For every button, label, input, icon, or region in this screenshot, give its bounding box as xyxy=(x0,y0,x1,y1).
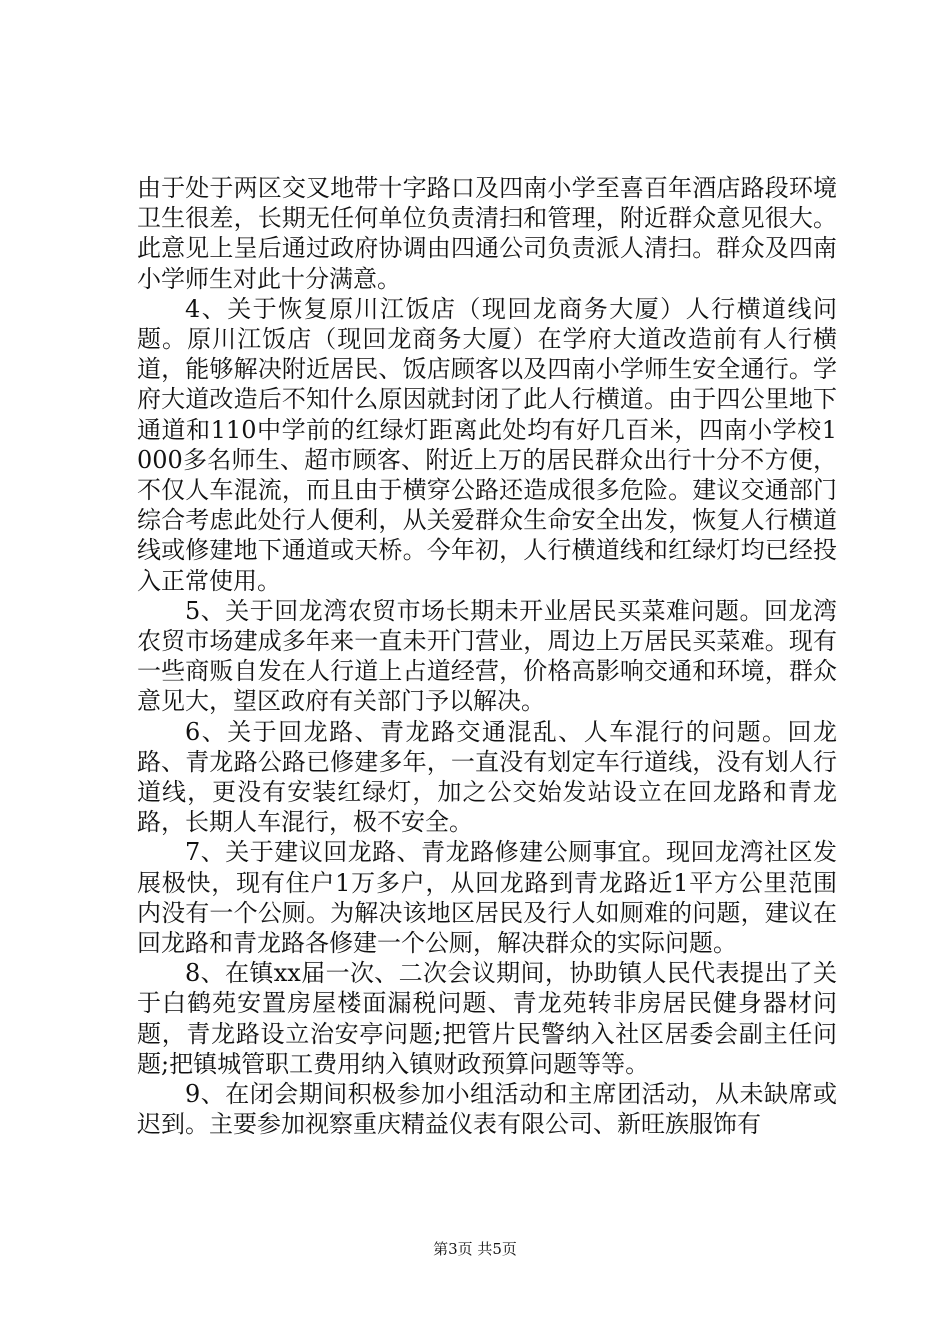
paragraph-continuation: 由于处于两区交叉地带十字路口及四南小学至喜百年酒店路段环境卫生很差，长期无任何单位负责清扫和管理，附近群众意见很大。此意见上呈后通过政府协调由四通公司负责派人清扫。群众及四南小学师生对此十分满意。 xyxy=(137,174,837,293)
document-body xyxy=(137,173,837,1140)
paragraph-item-4: 4、关于恢复原川江饭店（现回龙商务大厦）人行横道线问题。原川江饭店（现回龙商务大厦）在学府大道改造前有人行横道，能够解决附近居民、饭店顾客以及四南小学师生安全通行。学府大道改造后不知什么原因就封闭了此人行横道。由于四公里地下通道和110中学前的红绿灯距离此处均有好几百米，四南小学校1000多名师生、超市顾客、附近上万的居民群众出行十分不方便，不仅人车混流，而且由于横穿公路还造成很多危险。建议交通部门综合考虑此处行人便利，从关爱群众生命安全出发，恢复人行横道线或修建地下通道或天桥。今年初，人行横道线和红绿灯均已经投入正常使用。 xyxy=(137,294,837,595)
page-number-footer: 第3页 共5页 xyxy=(433,1240,517,1258)
paragraph-item-8: 8、在镇xx届一次、二次会议期间，协助镇人民代表提出了关于白鹤苑安置房屋楼面漏税问题、青龙苑转非房居民健身器材问题，青龙路设立治安亭问题;把管片民警纳入社区居委会副主任问题;把镇城管职工费用纳入镇财政预算问题等等。 xyxy=(137,959,837,1078)
paragraph-item-6: 6、关于回龙路、青龙路交通混乱、人车混行的问题。回龙路、青龙路公路已修建多年，一直没有划定车行道线，没有划人行道线，更没有安装红绿灯，加之公交始发站设立在回龙路和青龙路，长期人车混行，极不安全。 xyxy=(137,717,837,837)
paragraph-item-9: 9、在闭会期间积极参加小组活动和主席团活动，从未缺席或迟到。主要参加视察重庆精益仪表有限公司、新旺族服饰有 xyxy=(137,1080,837,1139)
paragraph-item-7: 7、关于建议回龙路、青龙路修建公厕事宜。现回龙湾社区发展极快，现有住户1万多户，从回龙路到青龙路近1平方公里范围内没有一个公厕。为解决该地区居民及行人如厕难的问题，建议在回龙路和青龙路各修建一个公厕，解决群众的实际问题。 xyxy=(137,838,837,958)
paragraph-item-5: 5、关于回龙湾农贸市场长期未开业居民买菜难问题。回龙湾农贸市场建成多年来一直未开门营业，周边上万居民买菜难。现有一些商贩自发在人行道上占道经营，价格高影响交通和环境，群众意见大，望区政府有关部门予以解决。 xyxy=(137,596,837,716)
